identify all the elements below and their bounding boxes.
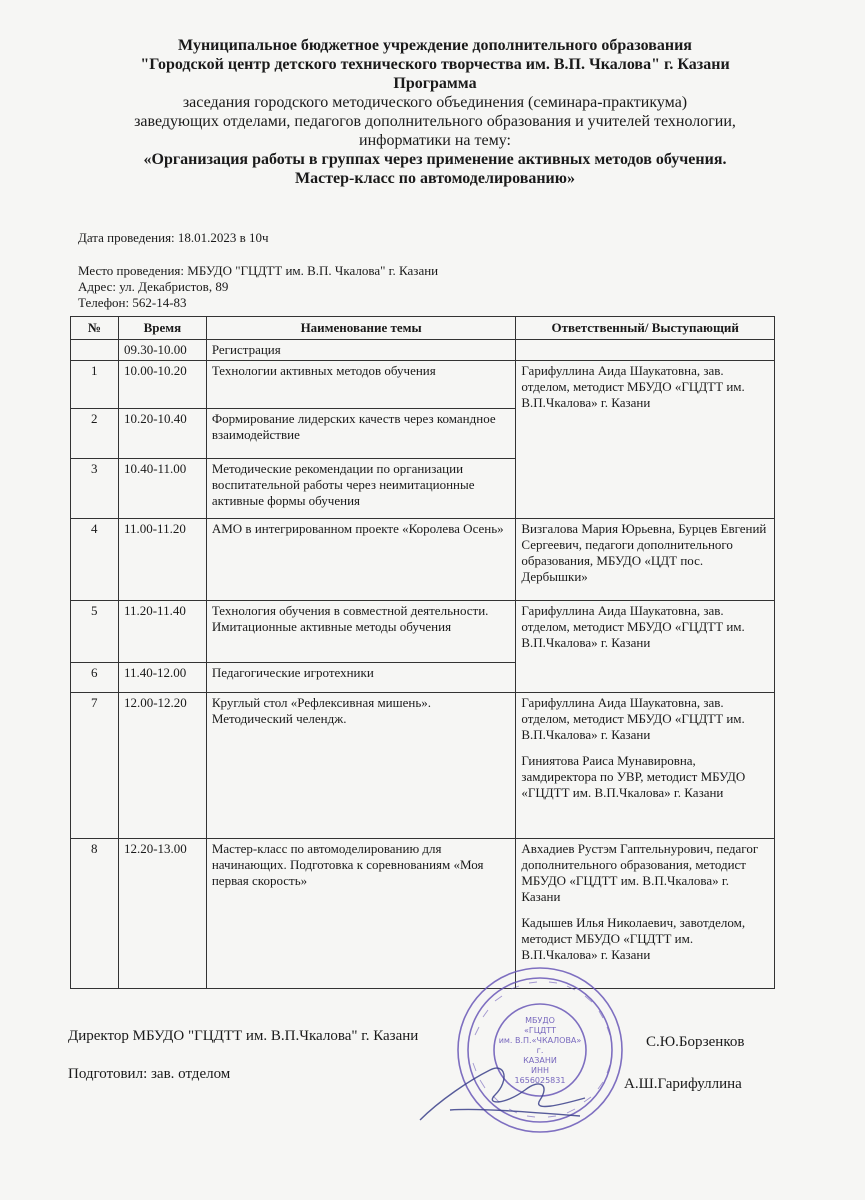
stamp-text: 1656025831 xyxy=(514,1076,566,1085)
row-time: 10.20-10.40 xyxy=(118,409,206,459)
stamp-text: г. xyxy=(536,1046,544,1055)
row-num: 3 xyxy=(71,459,119,519)
col-header-responsible: Ответственный/ Выступающий xyxy=(516,317,775,340)
responsible-person: Кадышев Илья Николаевич, завотделом, методист МБУДО «ГЦДТТ им. В.П.Чкалова» г. Казани xyxy=(521,915,746,962)
row-time: 10.40-11.00 xyxy=(118,459,206,519)
row-responsible xyxy=(516,693,775,839)
row-num: 8 xyxy=(71,839,119,989)
row-time: 12.00-12.20 xyxy=(118,693,206,839)
row-num: 4 xyxy=(71,519,119,601)
signature-mark xyxy=(410,1050,600,1130)
table-row xyxy=(71,693,775,839)
stamp-text: ИНН xyxy=(530,1066,550,1075)
col-header-time: Время xyxy=(118,317,206,340)
table-row xyxy=(71,340,775,361)
row-time: 11.00-11.20 xyxy=(118,519,206,601)
stamp-text: КАЗАНИ xyxy=(523,1056,557,1065)
org-line-2: "Городской центр детского технического творчества им. В.П. Чкалова" г. Казани xyxy=(140,56,730,73)
meeting-line-3: информатики на тему: xyxy=(359,132,511,149)
row-responsible: Гарифуллина Аида Шаукатовна, зав. отделом, методист МБУДО «ГЦДТТ им. В.П.Чкалова» г. Казани xyxy=(516,361,775,519)
row-topic: Технологии активных методов обучения xyxy=(206,361,516,409)
director-name: С.Ю.Борзенков xyxy=(646,1034,745,1050)
row-time: 11.20-11.40 xyxy=(118,601,206,663)
program-title: Программа xyxy=(393,75,477,92)
table-row xyxy=(71,361,775,409)
col-header-topic: Наименование темы xyxy=(206,317,516,340)
stamp-text: МБУДО xyxy=(525,1016,555,1025)
table-row xyxy=(71,839,775,989)
responsible-person: Авхадиев Рустэм Гаптельнурович, педагог дополнительного образования, методист МБУДО «ГЦДТТ им. В.П.Чкалова» г. Казани xyxy=(521,841,759,904)
table-row xyxy=(71,519,775,601)
event-phone: Телефон: 562-14-83 xyxy=(78,295,187,310)
event-place: Место проведения: МБУДО "ГЦДТТ им. В.П. Чкалова" г. Казани xyxy=(78,263,439,278)
schedule-table xyxy=(70,316,775,989)
meeting-line-1: заседания городского методического объединения (семинара-практикума) xyxy=(182,94,688,111)
row-topic: Регистрация xyxy=(206,340,516,361)
responsible-person: Гарифуллина Аида Шаукатовна, зав. отделом, методист МБУДО «ГЦДТТ им. В.П.Чкалова» г. Казани xyxy=(521,695,745,742)
table-header-row xyxy=(71,317,775,340)
row-topic: Методические рекомендации по организации воспитательной работы через неимитационные активные формы обучения xyxy=(206,459,516,519)
row-num: 5 xyxy=(71,601,119,663)
row-num: 6 xyxy=(71,663,119,693)
document-header xyxy=(60,36,810,188)
row-topic: Мастер-класс по автомоделированию для начинающих. Подготовка к соревнованиям «Моя первая скорость» xyxy=(206,839,516,989)
row-responsible: Визгалова Мария Юрьевна, Бурцев Евгений Сергеевич, педагоги дополнительного образования, МБУДО «ЦДТ пос. Дербышки» xyxy=(516,519,775,601)
row-time: 10.00-10.20 xyxy=(118,361,206,409)
table-row xyxy=(71,601,775,663)
row-topic: Круглый стол «Рефлексивная мишень». Методический челендж. xyxy=(206,693,516,839)
meeting-line-2: заведующих отделами, педагогов дополнительного образования и учителей технологии, xyxy=(134,113,736,130)
topic-line-2: Мастер-класс по автомоделированию» xyxy=(294,170,575,187)
signature-stroke xyxy=(420,1068,585,1120)
row-num: 1 xyxy=(71,361,119,409)
row-topic: Формирование лидерских качеств через командное взаимодействие xyxy=(206,409,516,459)
row-time: 12.20-13.00 xyxy=(118,839,206,989)
col-header-num: № xyxy=(71,317,119,340)
row-num xyxy=(71,340,119,361)
responsible-person: Гиниятова Раиса Мунавировна, замдиректора по УВР, методист МБУДО «ГЦДТТ им. В.П.Чкалова» г. Казани xyxy=(521,753,746,800)
stamp-text: им. В.П.«ЧКАЛОВА» xyxy=(498,1036,582,1045)
topic-line-1: «Организация работы в группах через применение активных методов обучения. xyxy=(143,151,727,168)
event-date: Дата проведения: 18.01.2023 в 10ч xyxy=(78,230,269,245)
prepared-by-label: Подготовил: зав. отделом xyxy=(68,1066,231,1082)
row-time: 11.40-12.00 xyxy=(118,663,206,693)
org-line-1: Муниципальное бюджетное учреждение дополнительного образования xyxy=(178,37,692,54)
row-topic: Технология обучения в совместной деятельности. Имитационные активные методы обучения xyxy=(206,601,516,663)
row-topic: АМО в интегрированном проекте «Королева Осень» xyxy=(206,519,516,601)
event-address: Адрес: ул. Декабристов, 89 xyxy=(78,279,229,294)
row-topic: Педагогические игротехники xyxy=(206,663,516,693)
row-responsible: Гарифуллина Аида Шаукатовна, зав. отделом, методист МБУДО «ГЦДТТ им. В.П.Чкалова» г. Казани xyxy=(516,601,775,693)
row-num: 2 xyxy=(71,409,119,459)
prepared-by-name: А.Ш.Гарифуллина xyxy=(624,1076,742,1092)
stamp-text: «ГЦДТТ xyxy=(523,1026,557,1035)
row-time: 09.30-10.00 xyxy=(118,340,206,361)
row-responsible xyxy=(516,340,775,361)
director-title: Директор МБУДО "ГЦДТТ им. В.П.Чкалова" г. Казани xyxy=(68,1028,419,1044)
row-num: 7 xyxy=(71,693,119,839)
